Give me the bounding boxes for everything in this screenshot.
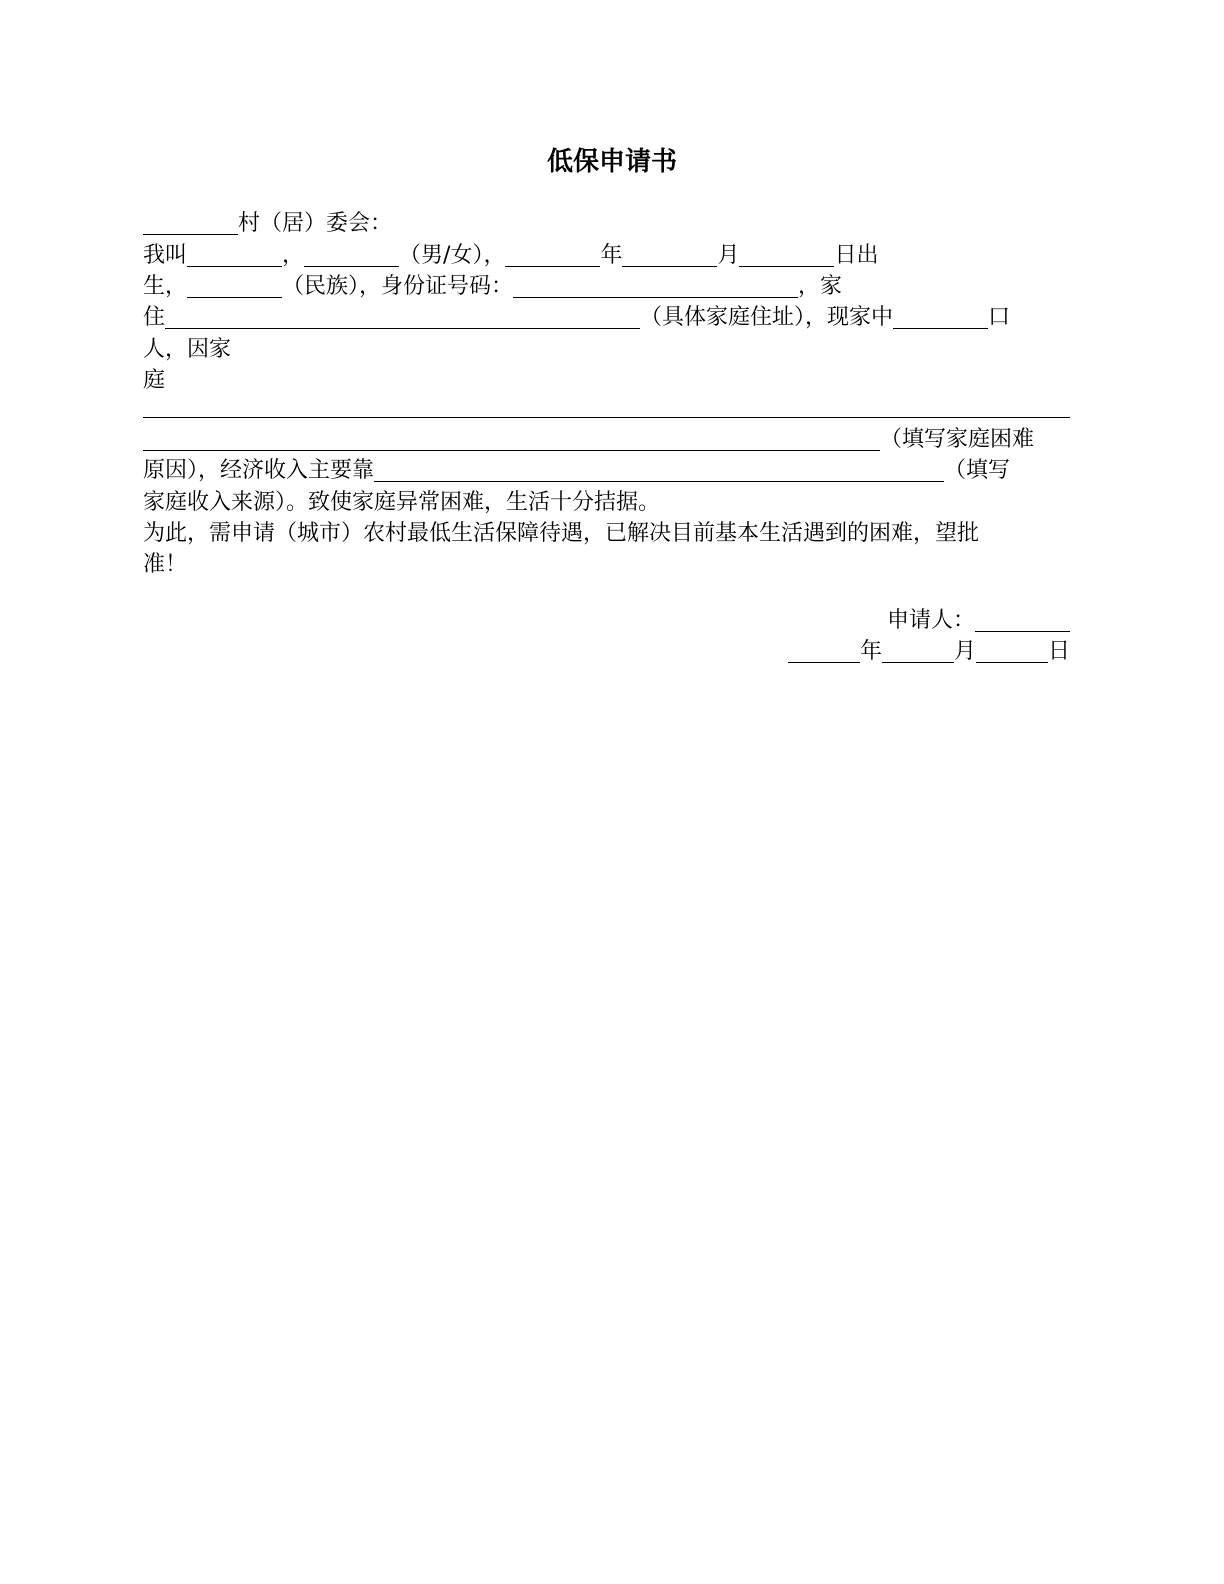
income-source-blank[interactable] bbox=[374, 455, 944, 482]
intro-text-2a: 生， bbox=[143, 274, 188, 299]
hardship-note: （填写家庭困难 bbox=[880, 427, 1035, 452]
hardship-reason-blank-2[interactable] bbox=[143, 424, 880, 451]
hardship-line bbox=[143, 424, 1034, 455]
household-size-blank[interactable] bbox=[893, 302, 988, 329]
intro-line-1 bbox=[143, 240, 879, 271]
sign-day-blank[interactable] bbox=[976, 636, 1048, 663]
intro-line-2 bbox=[143, 271, 842, 302]
intro-text-1d: 年 bbox=[600, 243, 623, 268]
intro-line-3 bbox=[143, 302, 1010, 333]
village-name-blank[interactable] bbox=[143, 208, 238, 235]
addressee-line bbox=[143, 208, 392, 239]
intro-text-2b: （民族），身份证号码： bbox=[282, 274, 514, 299]
birth-month-blank[interactable] bbox=[622, 240, 717, 267]
sign-month-blank[interactable] bbox=[882, 636, 954, 663]
signature-blank[interactable] bbox=[975, 605, 1070, 632]
intro-text-3b: （具体家庭住址），现家中 bbox=[640, 305, 894, 330]
birth-year-blank[interactable] bbox=[505, 240, 600, 267]
hardship-reason-blank-1[interactable] bbox=[143, 417, 1070, 418]
income-note-text: 家庭收入来源）。致使家庭异常困难，生活十分拮据。 bbox=[143, 490, 661, 515]
addressee-suffix: 村（居）委会： bbox=[238, 211, 393, 236]
income-note-line bbox=[143, 487, 660, 518]
gender-blank[interactable] bbox=[304, 240, 399, 267]
income-text-b: （填写 bbox=[944, 458, 1011, 483]
date-day-label: 日 bbox=[1047, 639, 1070, 664]
sign-year-blank[interactable] bbox=[788, 636, 860, 663]
request-text: 为此，需申请（城市）农村最低生活保障待遇，已解决目前基本生活遇到的困难，望批 bbox=[143, 521, 980, 546]
id-number-blank[interactable] bbox=[513, 271, 798, 298]
date-year-label: 年 bbox=[859, 639, 882, 664]
intro-text-5a: 庭 bbox=[143, 368, 166, 393]
date-line bbox=[788, 636, 1070, 667]
intro-text-3a: 住 bbox=[143, 305, 166, 330]
ethnicity-blank[interactable] bbox=[187, 271, 282, 298]
intro-text-4a: 人，因家 bbox=[143, 337, 232, 362]
birth-day-blank[interactable] bbox=[739, 240, 834, 267]
page-title: 低保申请书 bbox=[546, 147, 677, 177]
intro-text-2c: ，家 bbox=[798, 274, 843, 299]
request-end-text: 准！ bbox=[143, 552, 188, 577]
intro-text-1b: ， bbox=[282, 243, 305, 268]
signature-label: 申请人： bbox=[886, 608, 975, 633]
request-line bbox=[143, 518, 979, 549]
intro-line-4 bbox=[143, 334, 231, 365]
request-end-line bbox=[143, 549, 187, 580]
applicant-name-blank[interactable] bbox=[187, 240, 282, 267]
intro-text-3c: 口 bbox=[988, 305, 1011, 330]
date-month-label: 月 bbox=[953, 639, 976, 664]
intro-text-1e: 月 bbox=[717, 243, 740, 268]
income-text-a: 原因），经济收入主要靠 bbox=[143, 458, 375, 483]
intro-text-1c: （男/女）， bbox=[399, 243, 506, 268]
intro-line-5 bbox=[143, 365, 165, 396]
home-address-blank[interactable] bbox=[165, 302, 640, 329]
intro-text-1f: 日出 bbox=[834, 243, 879, 268]
intro-text-1a: 我叫 bbox=[143, 243, 188, 268]
signature-line bbox=[887, 605, 1070, 636]
income-line bbox=[143, 455, 1010, 486]
